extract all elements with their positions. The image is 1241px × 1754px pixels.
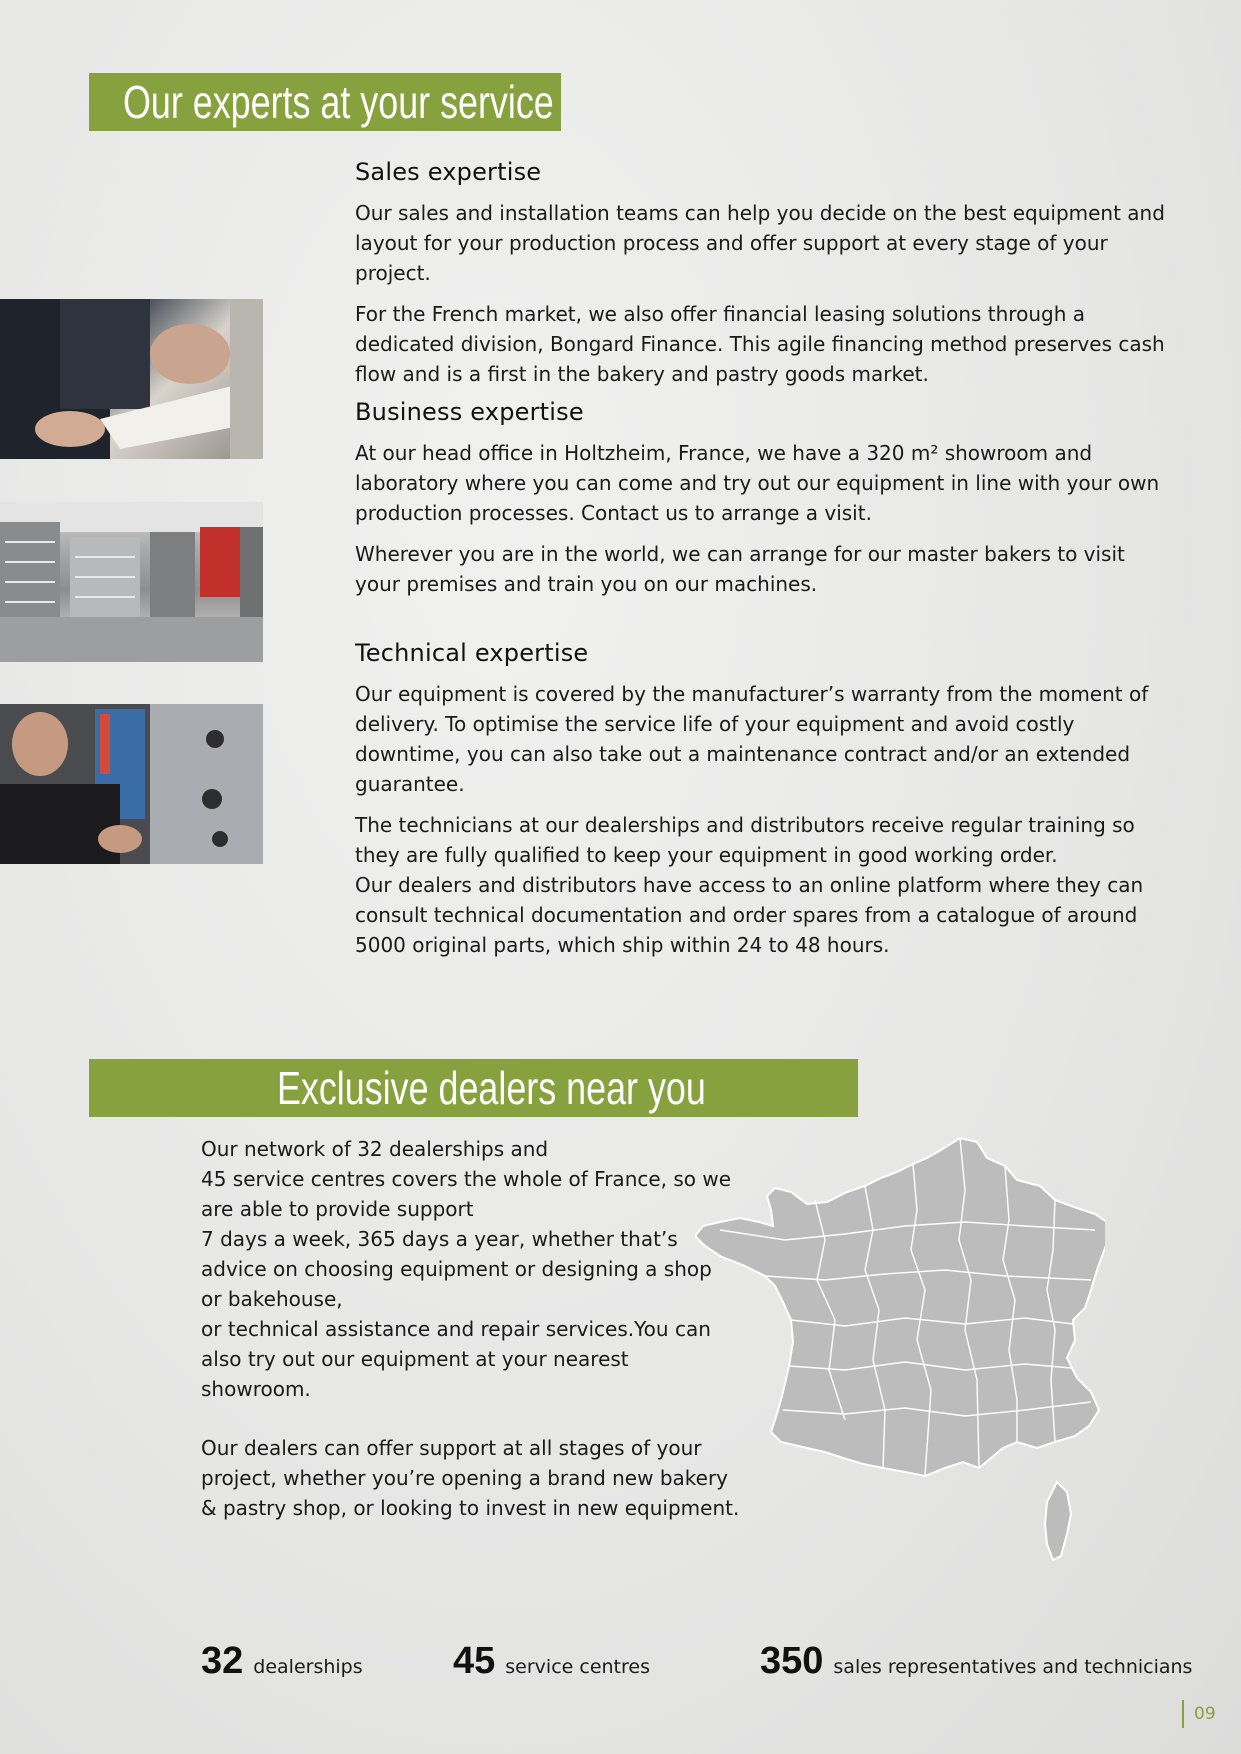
dealers-p1-line: 45 service centres covers the whole of France, so we xyxy=(201,1167,732,1191)
technical-expertise-heading: Technical expertise xyxy=(355,639,589,667)
dealers-p1-line: are able to provide support xyxy=(201,1197,474,1221)
showroom-photo xyxy=(0,502,263,662)
business-expertise-section xyxy=(355,398,1175,610)
page-number: 09 xyxy=(1182,1700,1216,1728)
dealers-p2-line: project, whether you’re opening a brand new bakery xyxy=(201,1466,729,1490)
dealers-p1-line: 7 days a week, 365 days a year, whether that’s xyxy=(201,1227,678,1251)
dealers-p1-line: advice on choosing equipment or designing a shop xyxy=(201,1257,712,1281)
business-paragraph-1: At our head office in Holtzheim, France, we have a 320 m² showroom and laboratory where you can come and try out our equipment in line with your own production processes. Contact us to arrange a visit. xyxy=(355,441,1160,525)
stat-representatives-number: 350 xyxy=(760,1640,824,1682)
dealers-p1-line: or bakehouse, xyxy=(201,1287,343,1311)
stat-dealerships-number: 32 xyxy=(201,1640,244,1682)
sales-expertise-heading: Sales expertise xyxy=(355,158,542,186)
stat-dealerships xyxy=(201,1640,363,1683)
meeting-photo xyxy=(0,299,263,459)
technician-photo xyxy=(0,704,263,864)
sales-paragraph-2: For the French market, we also offer financial leasing solutions through a dedicated division, Bongard Finance. This agile financing method preserves cash flow and is a first in the bakery and pastry goods market. xyxy=(355,302,1165,386)
stat-dealerships-label: dealerships xyxy=(253,1656,363,1678)
stat-service-centres-number: 45 xyxy=(453,1640,496,1682)
stat-representatives-label: sales representatives and technicians xyxy=(833,1656,1193,1678)
experts-banner-title: Our experts at your service xyxy=(123,76,554,128)
stat-representatives xyxy=(760,1640,1192,1683)
sales-expertise-section xyxy=(355,158,1175,400)
business-paragraph-2: Wherever you are in the world, we can arrange for our master bakers to visit your premises and train you on our machines. xyxy=(355,542,1125,596)
france-departments-map xyxy=(695,1130,1105,1570)
dealers-banner-title: Exclusive dealers near you xyxy=(277,1062,706,1114)
technical-paragraph-3: Our dealers and distributors have access to an online platform where they can consult technical documentation and order spares from a catalogue of around 5000 original parts, which ship within 24 to 48 hours. xyxy=(355,873,1144,957)
dealers-p1-line: or technical assistance and repair services.You can xyxy=(201,1317,711,1341)
business-expertise-heading: Business expertise xyxy=(355,398,584,426)
dealers-p1-line: also try out our equipment at your nearest showroom. xyxy=(201,1347,629,1401)
dealers-text xyxy=(201,1134,741,1552)
experts-banner xyxy=(89,73,561,131)
technical-expertise-section xyxy=(355,639,1175,971)
dealers-p2-line: & pastry shop, or looking to invest in new equipment. xyxy=(201,1496,740,1520)
stat-service-centres-label: service centres xyxy=(505,1656,650,1678)
technical-paragraph-1: Our equipment is covered by the manufacturer’s warranty from the moment of delivery. To optimise the service life of your equipment and avoid costly downtime, you can also take out a maintenance contract and/or an extended guarantee. xyxy=(355,682,1149,796)
dealers-banner xyxy=(89,1059,858,1117)
technical-paragraph-2: The technicians at our dealerships and distributors receive regular training so they are fully qualified to keep your equipment in good working order. xyxy=(355,813,1135,867)
dealers-p2-line: Our dealers can offer support at all stages of your xyxy=(201,1436,702,1460)
dealers-paragraph-1 xyxy=(201,1134,741,1404)
france-map-graphic xyxy=(695,1130,1105,1570)
stat-service-centres xyxy=(453,1640,650,1683)
dealers-paragraph-2 xyxy=(201,1433,741,1523)
sales-paragraph-1: Our sales and installation teams can help you decide on the best equipment and layout for your production process and offer support at every stage of your project. xyxy=(355,201,1165,285)
dealers-p1-line: Our network of 32 dealerships and xyxy=(201,1137,549,1161)
